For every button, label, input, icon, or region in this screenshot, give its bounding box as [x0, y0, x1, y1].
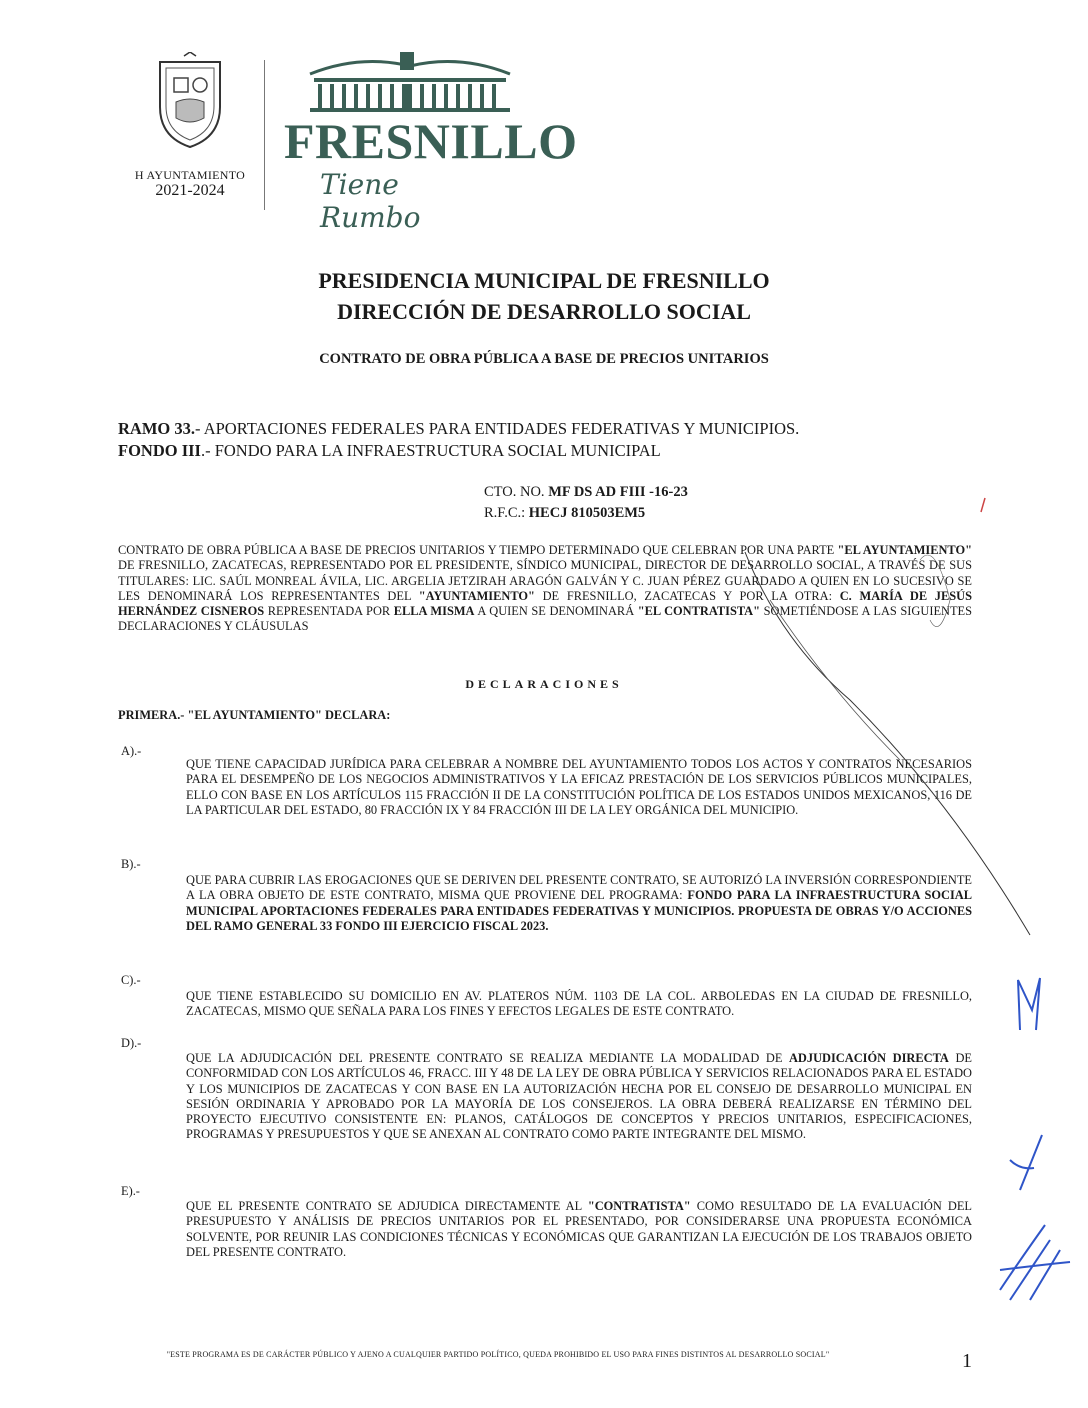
header-divider — [264, 60, 265, 210]
intro-bold-2: "AYUNTAMIENTO" — [418, 588, 535, 603]
municipal-seal — [140, 52, 240, 152]
ayuntamiento-label: H AYUNTAMIENTO — [134, 168, 246, 182]
clause-d-text-3: DE CONFORMIDAD CON LOS ARTÍCULOS 46, FRACC. III Y 48 DE LA LEY DE OBRA PÚBLICA Y SERVICIOS RELACIONADOS PARA EL ESTADO Y LOS MUNICIPIOS DE ZACATECAS Y CON BASE EN LA AUTORIZACIÓN HECHA POR EL CONSEJO DE DESARROLLO MUNICIPAL EN SESIÓN ORDINARIA Y APROBADO POR LA MAYORÍA DE LOS CONSEJEROS. LA OBRA DEBERÁ REALIZARSE EN TÉRMINO DEL PROYECTO EJECUTIVO CONSISTENTE EN: PLANOS, CATÁLOGOS DE CONCEPTOS Y PRECIOS UNITARIOS, ESPECIFICACIONES, PROGRAMAS Y PRESUPUESTOS Y QUE SE ANEXAN AL CONTRATO COMO PARTE INTEGRANTE DEL MISMO. — [186, 1051, 972, 1142]
document-subtitle: CONTRATO DE OBRA PÚBLICA A BASE DE PRECIOS UNITARIOS — [319, 351, 769, 367]
blue-initials-3 — [1000, 1225, 1070, 1300]
clause-d-text — [186, 1051, 972, 1143]
clause-d-label: D).- — [121, 1036, 142, 1050]
cto-label: CTO. NO. — [484, 484, 549, 500]
clause-e-text-3: COMO RESULTADO DE LA EVALUACIÓN DEL PRESUPUESTO Y ANÁLISIS DE PRECIOS UNITARIOS POR EL PRESENTADO, POR CONSIDERARSE UNA PROPUESTA ECONÓMICA SOLVENTE, POR REUNIR LAS CONDICIONES TÉCNICAS Y ECONÓMICAS QUE GARANTIZAN LA EJECUCIÓN DE LOS TRABAJOS OBJETO DEL PRESENTE CONTRATO. — [186, 1199, 972, 1259]
intro-text-6: SOMETIÉNDOSE A LAS SIGUIENTES DECLARACIONES Y CLÁUSULAS — [118, 604, 972, 634]
ramo-label: RAMO 33. — [118, 419, 195, 438]
intro-paragraph — [118, 543, 972, 635]
clause-e-label: E).- — [121, 1184, 140, 1198]
ramo-line — [118, 419, 799, 439]
intro-bold-1: "EL AYUNTAMIENTO" — [837, 543, 972, 557]
fondo-line — [118, 441, 661, 461]
document-title-line1: PRESIDENCIA MUNICIPAL DE FRESNILLO — [318, 268, 770, 293]
red-mark — [981, 498, 985, 512]
rfc-number — [484, 505, 645, 522]
clause-b-text — [186, 873, 972, 934]
fondo-text: .- FONDO PARA LA INFRAESTRUCTURA SOCIAL MUNICIPAL — [200, 441, 661, 460]
clause-d-text-1: QUE LA ADJUDICACIÓN DEL PRESENTE CONTRATO SE REALIZA MEDIANTE LA MODALIDAD DE — [186, 1051, 789, 1065]
clause-e-text-1: QUE EL PRESENTE CONTRATO SE ADJUDICA DIRECTAMENTE AL — [186, 1199, 588, 1213]
rfc-value: HECJ 810503EM5 — [528, 505, 646, 521]
clause-a-label: A).- — [121, 744, 142, 758]
seal-icon — [140, 52, 240, 152]
cto-value: MF DS AD FIII -16-23 — [548, 484, 688, 500]
clause-c-text: QUE TIENE ESTABLECIDO SU DOMICILIO EN AV. PLATEROS NÚM. 1103 DE LA COL. ARBOLEDAS EN LA CIUDAD DE FRESNILLO, ZACATECAS, MISMO QUE SEÑALA PARA LOS FINES Y EFECTOS LEGALES DE ESTE CONTRATO. — [186, 989, 972, 1019]
fresnillo-arch-logo — [300, 50, 520, 114]
clause-b-label: B).- — [121, 857, 141, 871]
blue-initials-2 — [1010, 1135, 1042, 1190]
clause-b-program: FONDO PARA LA INFRAESTRUCTURA SOCIAL MUNICIPAL APORTACIONES FEDERALES PARA ENTIDADES FEDERATIVAS Y MUNICIPIOS. PROPUESTA DE OBRAS Y/O ACCIONES DEL RAMO GENERAL 33 FONDO III EJERCICIO FISCAL 2023. — [186, 888, 973, 933]
footer-legend: "ESTE PROGRAMA ES DE CARÁCTER PÚBLICO Y AJENO A CUALQUIER PARTIDO POLÍTICO, QUEDA PROHIBIDO EL USO PARA FINES DISTINTOS AL DESARROLLO SOCIAL" — [166, 1350, 830, 1359]
intro-bold-5: "EL CONTRATISTA" — [637, 604, 761, 619]
ramo-text: - APORTACIONES FEDERALES PARA ENTIDADES FEDERATIVAS Y MUNICIPIOS. — [195, 419, 800, 438]
clause-e-bold: "CONTRATISTA" — [587, 1199, 691, 1213]
contract-number — [484, 484, 688, 501]
primera-heading: PRIMERA.- "EL AYUNTAMIENTO" DECLARA: — [118, 708, 391, 722]
clause-e-text — [186, 1199, 972, 1260]
document-title-line2: DIRECCIÓN DE DESARROLLO SOCIAL — [337, 299, 751, 324]
intro-text-1: CONTRATO DE OBRA PÚBLICA A BASE DE PRECIOS UNITARIOS Y TIEMPO DETERMINADO QUE CELEBRAN POR UNA PARTE — [118, 543, 838, 557]
clause-b-text-1: QUE PARA CUBRIR LAS EROGACIONES QUE SE DERIVEN DEL PRESENTE CONTRATO, SE AUTORIZÓ LA INVERSIÓN CORRESPONDIENTE A LA OBRA OBJETO DE ESTE CONTRATO, MISMA QUE PROVIENE DEL PROGRAMA: — [186, 873, 972, 903]
fresnillo-logo-text: FRESNILLO — [284, 113, 578, 169]
clause-c-label: C).- — [121, 973, 141, 987]
logo-tagline: Tiene Rumbo — [320, 168, 421, 234]
clause-a-text: QUE TIENE CAPACIDAD JURÍDICA PARA CELEBRAR A NOMBRE DEL AYUNTAMIENTO TODOS LOS ACTOS Y CONTRATOS NECESARIOS PARA EL DESEMPEÑO DE LOS NEGOCIOS ADMINISTRATIVOS Y LA EFICAZ PRESTACIÓN DE LOS SERVICIOS PÚBLICOS MUNICIPALES, ELLO CON BASE EN LOS ARTÍCULOS 115 FRACCIÓN II DE LA CONSTITUCIÓN POLÍTICA DE LOS ESTADOS UNIDOS MEXICANOS, 116 DE LA PARTICULAR DEL ESTADO, 80 FRACCIÓN IX Y 84 FRACCIÓN III DE LA LEY ORGÁNICA DEL MUNICIPIO. — [186, 757, 972, 817]
declaraciones-heading: DECLARACIONES — [465, 677, 623, 691]
intro-text-5: A QUIEN SE DENOMINARÁ — [474, 604, 638, 619]
intro-text-4: REPRESENTADA POR — [264, 604, 394, 619]
fondo-label: FONDO III — [118, 441, 201, 460]
intro-text-2: DE FRESNILLO, ZACATECAS, REPRESENTADO POR EL PRESIDENTE, SÍNDICO MUNICIPAL, DIRECTOR DE DESARROLLO SOCIAL, A TRAVÉS DE SUS TITULARES: LIC. SAÚL MONREAL ÁVILA, LIC. ARGELIA JETZIRAH ARAGÓN GALVÁN Y C. JUAN PÉREZ GUARDADO A QUIEN EN LO SUCESIVO SE LES DENOMINARÁ LOS REPRESENTANTES DEL — [118, 558, 972, 603]
intro-text-3: DE FRESNILLO, ZACATECAS Y POR LA OTRA: — [534, 588, 840, 603]
ayuntamiento-period: 2021-2024 — [155, 182, 225, 199]
intro-bold-4: ELLA MISMA — [393, 604, 475, 619]
clause-d-bold: ADJUDICACIÓN DIRECTA — [788, 1051, 949, 1065]
intro-bold-3: C. MARÍA DE JESÚS HERNÁNDEZ CISNEROS — [118, 588, 973, 619]
page-number: 1 — [962, 1350, 972, 1372]
rfc-label: R.F.C.: — [484, 505, 529, 521]
blue-initials-1 — [1018, 978, 1040, 1030]
arch-building-icon — [300, 50, 520, 114]
